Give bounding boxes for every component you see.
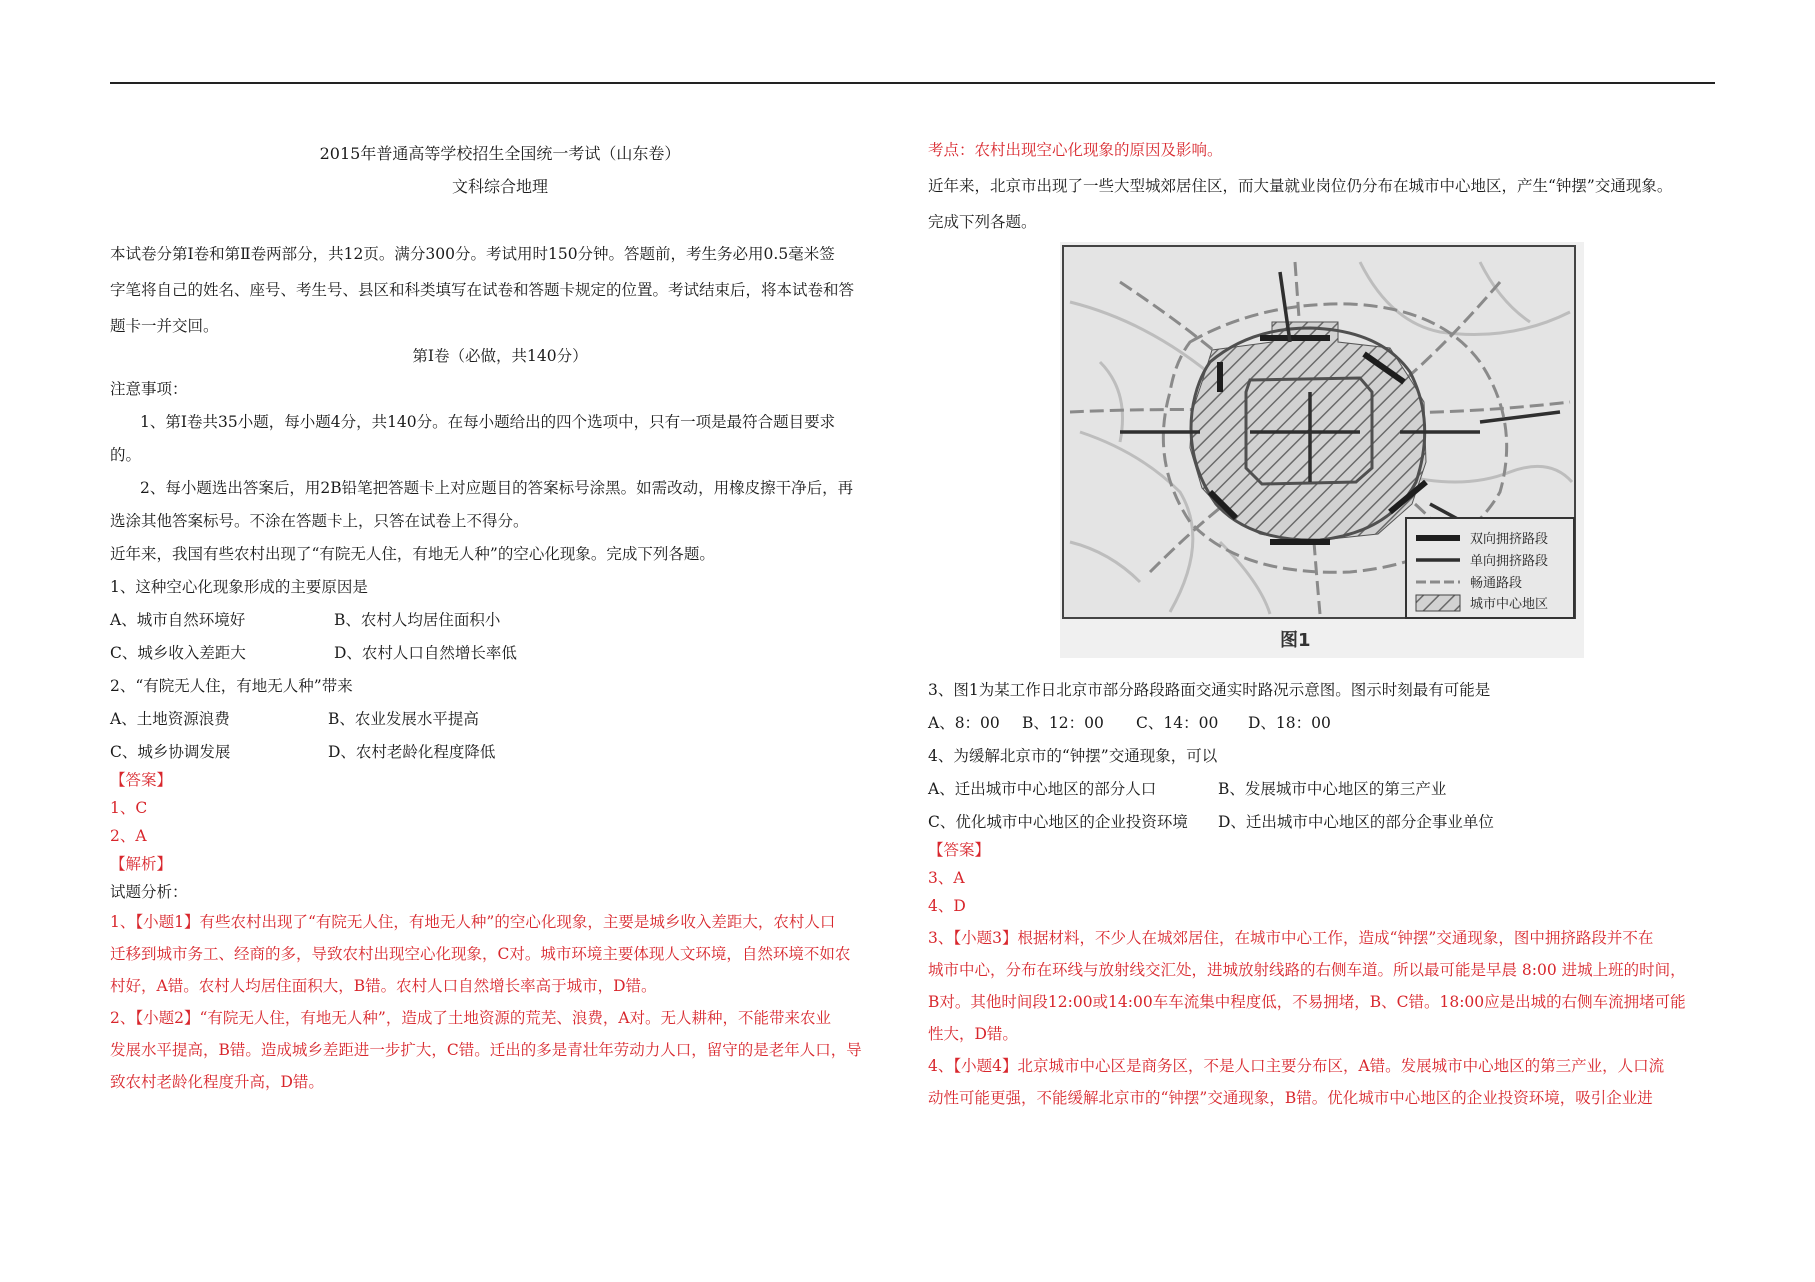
- option-a: A、土地资源浪费: [110, 710, 230, 728]
- q4-options-row: [928, 779, 1718, 799]
- answer-label: 【答案】: [928, 841, 991, 859]
- q1-options-row: [110, 643, 890, 663]
- analysis-line: 迁移到城市务工、经商的多，导致农村出现空心化现象，C对。城市环境主要体现人文环境，自然环境不如农: [110, 945, 851, 963]
- exam-title: 2015年普通高等学校招生全国统一考试（山东卷）: [319, 144, 681, 163]
- note-line: 2、每小题选出答案后，用2B铅笔把答题卡上对应题目的答案标号涂黑。如需改动，用橡皮擦干净后，再: [140, 479, 854, 497]
- intro-line: 题卡一并交回。: [110, 317, 219, 335]
- note-line: 选涂其他答案标号。不涂在答题卡上，只答在试卷上不得分。: [110, 512, 529, 530]
- answer-label: 【答案】: [110, 771, 173, 789]
- question-4: 4、为缓解北京市的“钟摆”交通现象，可以: [928, 747, 1218, 765]
- analysis-line: 发展水平提高，B错。造成城乡差距进一步扩大，C错。迁出的多是青壮年劳动力人口，留守的是老年人口，导: [110, 1041, 862, 1059]
- analysis-line: 4、【小题4】北京城市中心区是商务区，不是人口主要分布区，A错。发展城市中心地区的第三产业，人口流: [928, 1057, 1665, 1075]
- right-column: [928, 140, 1718, 1108]
- question-stem: 近年来，我国有些农村出现了“有院无人住，有地无人种”的空心化现象。完成下列各题。: [110, 545, 715, 563]
- option-a: A、迁出城市中心地区的部分人口: [928, 780, 1157, 798]
- legend-swatch-center: [1416, 595, 1460, 611]
- intro-line: 字笔将自己的姓名、座号、考生号、县区和科类填写在试卷和答题卡规定的位置。考试结束后，将本试卷和答: [110, 281, 855, 299]
- analysis-line: 3、【小题3】根据材料，不少人在城郊居住，在城市中心工作，造成“钟摆”交通现象，图中拥挤路段并不在: [928, 929, 1654, 947]
- q1-options-row: [110, 610, 890, 630]
- option-d: D、迁出城市中心地区的部分企事业单位: [1218, 813, 1494, 831]
- option-d: D、18：00: [1248, 714, 1331, 732]
- stem-line: 近年来，北京市出现了一些大型城郊居住区，而大量就业岗位仍分布在城市中心地区，产生“钟摆”交通现象。: [928, 177, 1673, 195]
- answer-item: 1、C: [110, 799, 148, 817]
- option-a: A、8：00: [928, 714, 1000, 732]
- question-2: 2、“有院无人住，有地无人种”带来: [110, 677, 353, 695]
- answer-item: 4、D: [928, 897, 966, 915]
- q2-options-row: [110, 709, 890, 729]
- q2-options-row: [110, 742, 890, 762]
- option-c: C、城乡收入差距大: [110, 644, 246, 662]
- legend-label-smooth: 畅通路段: [1470, 576, 1523, 591]
- option-c: C、优化城市中心地区的企业投资环境: [928, 813, 1188, 831]
- option-c: C、城乡协调发展: [110, 743, 231, 761]
- option-c: C、14：00: [1136, 714, 1219, 732]
- analysis-line: 性大，D错。: [928, 1025, 1018, 1043]
- analysis-line: B对。其他时间段12:00或14:00车车流集中程度低，不易拥堵，B、C错。18:00应是出城的右侧车流拥堵可能: [928, 993, 1686, 1011]
- q3-options-row: [928, 713, 1718, 733]
- option-b: B、12：00: [1022, 714, 1104, 732]
- legend-label-one-way: 单向拥挤路段: [1470, 554, 1549, 569]
- intro-block: [110, 244, 890, 336]
- analysis-line: 1、【小题1】有些农村出现了“有院无人住，有地无人种”的空心化现象，主要是城乡收入差距大，农村人口: [110, 913, 836, 931]
- analysis-line: 动性可能更强，不能缓解北京市的“钟摆”交通现象，B错。优化城市中心地区的企业投资环境，吸引企业进: [928, 1089, 1653, 1107]
- note-line: 的。: [110, 446, 142, 464]
- map-legend: [1406, 518, 1574, 618]
- option-d: D、农村人口自然增长率低: [334, 644, 517, 662]
- answer-item: 3、A: [928, 869, 965, 887]
- intro-line: 本试卷分第Ⅰ卷和第Ⅱ卷两部分，共12页。满分300分。考试用时150分钟。答题前，考生务必用0.5毫米签: [110, 245, 835, 263]
- note-line: 1、第Ⅰ卷共35小题，每小题4分，共140分。在每小题给出的四个选项中，只有一项是最符合题目要求: [140, 413, 836, 431]
- traffic-map: [1060, 242, 1584, 658]
- left-column: [110, 140, 890, 1092]
- analysis-line: 2、【小题2】“有院无人住，有地无人种”，造成了土地资源的荒芜、浪费，A对。无人耕种，不能带来农业: [110, 1009, 832, 1027]
- analysis-label: 【解析】: [110, 855, 173, 873]
- notes-title: 注意事项：: [110, 380, 188, 398]
- header-rule: [110, 82, 1715, 84]
- exam-subtitle: 文科综合地理: [451, 177, 548, 196]
- kaodian-line: 考点：农村出现空心化现象的原因及影响。: [928, 141, 1223, 159]
- option-b: B、发展城市中心地区的第三产业: [1218, 780, 1447, 798]
- option-d: D、农村老龄化程度降低: [328, 743, 496, 761]
- analysis-line: 致农村老龄化程度升高，D错。: [110, 1073, 324, 1091]
- option-b: B、农业发展水平提高: [328, 710, 479, 728]
- traffic-map-figure: [1060, 242, 1584, 658]
- q4-options-row: [928, 812, 1718, 832]
- question-1: 1、这种空心化现象形成的主要原因是: [110, 578, 368, 596]
- map-caption: 图1: [1280, 630, 1311, 651]
- answer-item: 2、A: [110, 827, 147, 845]
- analysis-line: 城市中心，分布在环线与放射线交汇处，进城放射线路的右侧车道。所以最可能是早晨 8:00 进城上班的时间，: [928, 961, 1686, 979]
- analysis-line: 村好，A错。农村人均居住面积大，B错。农村人口自然增长率高于城市，D错。: [110, 977, 657, 995]
- legend-label-two-way: 双向拥挤路段: [1470, 532, 1549, 547]
- option-b: B、农村人均居住面积小: [334, 611, 501, 629]
- part-title: 第Ⅰ卷（必做，共140分）: [412, 347, 588, 365]
- option-a: A、城市自然环境好: [110, 611, 246, 629]
- stem-line: 完成下列各题。: [928, 213, 1037, 231]
- question-3: 3、图1为某工作日北京市部分路段路面交通实时路况示意图。图示时刻最有可能是: [928, 681, 1491, 699]
- analysis-subtitle: 试题分析：: [110, 883, 188, 901]
- legend-label-center: 城市中心地区: [1470, 597, 1549, 612]
